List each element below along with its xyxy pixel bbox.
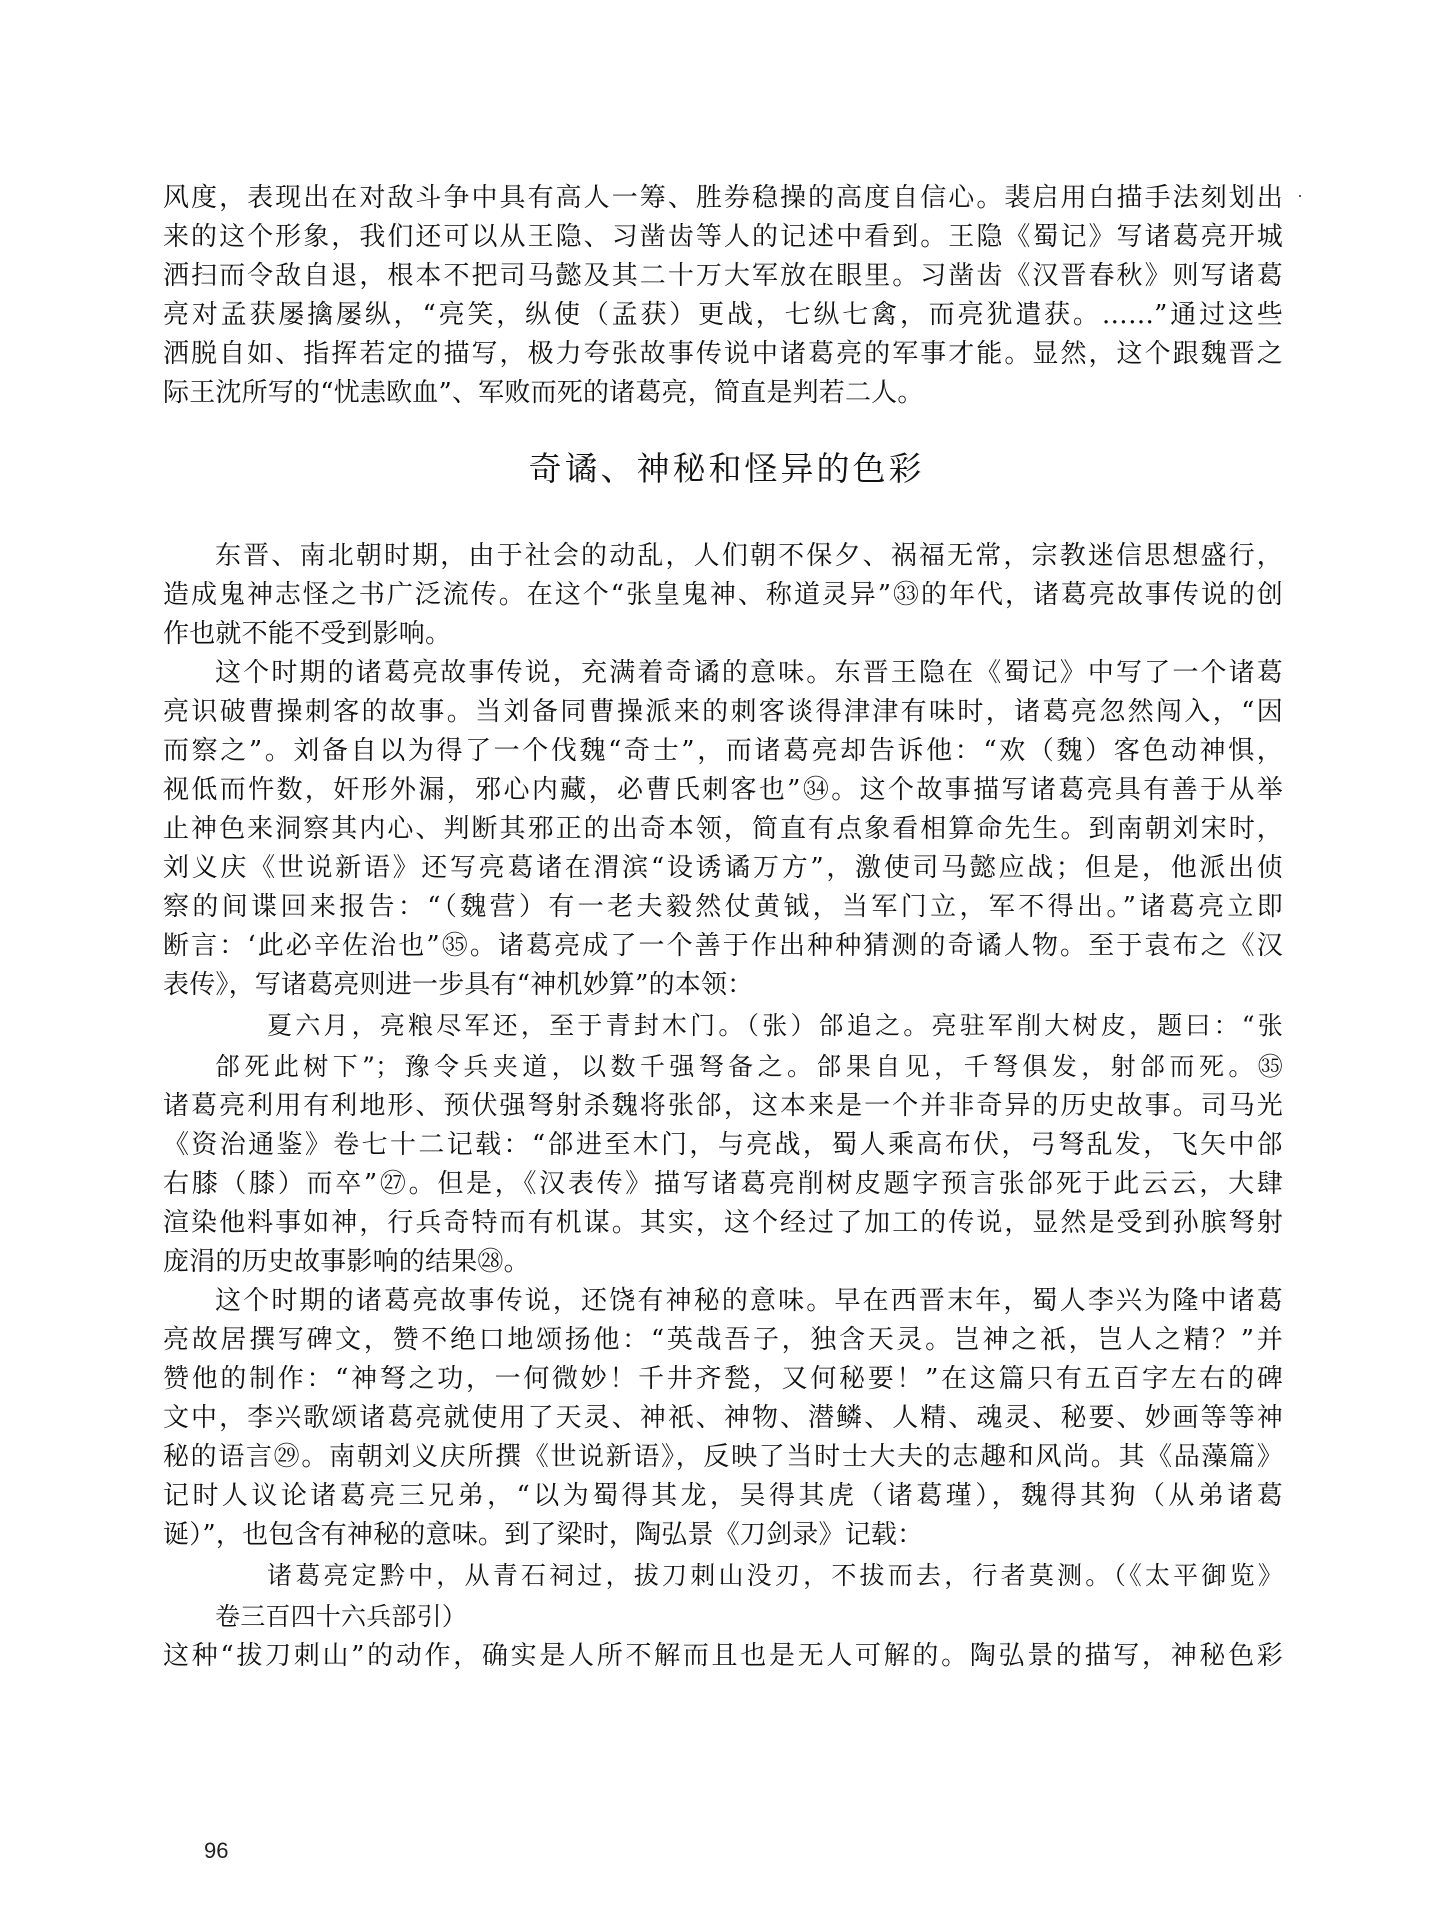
text-line: 亮对孟获屡擒屡纵，“亮笑，纵使（孟获）更战，七纵七禽，而亮犹遣获。……”通过这些	[163, 300, 1283, 330]
text-line: 风度，表现出在对敌斗争中具有高人一筹、胜券稳操的高度自信心。裴启用白描手法刻划出	[163, 183, 1283, 213]
body-text	[163, 537, 1283, 1676]
text-line: 这个时期的诸葛亮故事传说，还饶有神秘的意味。早在西晋末年，蜀人李兴为隆中诸葛	[215, 1286, 1283, 1316]
text-line: 察的间谍回来报告：“（魏营）有一老夫毅然仗黄钺，当军门立，军不得出。”诸葛亮立即	[163, 892, 1283, 922]
text-line: 而察之”。刘备自以为得了一个伐魏“奇士”，而诸葛亮却告诉他：“欢（魏）客色动神惧，	[163, 736, 1283, 766]
text-line: 止神色来洞察其内心、判断其邪正的出奇本领，简直有点象看相算命先生。到南朝刘宋时，	[163, 814, 1283, 844]
text-line: 东晋、南北朝时期，由于社会的动乱，人们朝不保夕、祸福无常，宗教迷信思想盛行，	[215, 541, 1283, 571]
quote-line: 夏六月，亮粮尽军还，至于青封木门。（张）郃追之。亮驻军削大树皮，题曰：“张	[267, 1011, 1283, 1040]
page-number: 96	[204, 1838, 229, 1863]
text-line: 诞）”，也包含有神秘的意味。到了梁时，陶弘景《刀剑录》记载：	[163, 1520, 924, 1550]
text-line: 这种“拔刀刺山”的动作，确实是人所不解而且也是无人可解的。陶弘景的描写，神秘色彩	[163, 1641, 1283, 1671]
text-line: 表传》，写诸葛亮则进一步具有“神机妙算”的本领：	[163, 970, 754, 1000]
text-line: 际王沈所写的“忧恚欧血”、军败而死的诸葛亮，简直是判若二人。	[163, 378, 924, 408]
text-line: 造成鬼神志怪之书广泛流传。在这个“张皇鬼神、称道灵异”㉝的年代，诸葛亮故事传说的创	[163, 580, 1283, 610]
text-line: 《资治通鉴》卷七十二记载：“郃进至木门，与亮战，蜀人乘高布伏，弓弩乱发，飞矢中郃	[163, 1130, 1283, 1160]
text-line: 诸葛亮利用有利地形、预伏强弩射杀魏将张郃，这本来是一个并非奇异的历史故事。司马光	[163, 1091, 1283, 1121]
section-heading: 奇谲、神秘和怪异的色彩	[528, 449, 925, 488]
text-line: 作也就不能不受到影响。	[163, 619, 452, 649]
text-line: 渲染他料事如神，行兵奇特而有机谋。其实，这个经过了加工的传说，显然是受到孙膑弩射	[163, 1208, 1283, 1238]
text-line: 记时人议论诸葛亮三兄弟，“以为蜀得其龙，吴得其虎（诸葛瑾），魏得其狗（从弟诸葛	[163, 1481, 1283, 1511]
text-line: 亮故居撰写碑文，赞不绝口地颂扬他：“英哉吾子，独含天灵。岂神之祇，岂人之精？”并	[163, 1325, 1283, 1355]
scan-speck	[1299, 195, 1301, 197]
text-line: 右膝（膝）而卒”㉗。但是，《汉表传》描写诸葛亮削树皮题字预言张郃死于此云云，大肆	[163, 1169, 1283, 1199]
text-line: 刘义庆《世说新语》还写亮葛诸在渭滨“设诱谲万方”，激使司马懿应战；但是，他派出侦	[163, 853, 1283, 883]
intro-paragraph	[163, 179, 1283, 413]
quote-line: 诸葛亮定黔中，从青石祠过，拔刀刺山没刃，不拔而去，行者莫测。（《太平御览》	[267, 1561, 1283, 1590]
text-line: 秘的语言㉙。南朝刘义庆所撰《世说新语》，反映了当时士大夫的志趣和风尚。其《品藻篇》	[163, 1442, 1283, 1472]
quote-line: 郃死此树下”；豫令兵夹道，以数千强弩备之。郃果自见，千弩俱发，射郃而死。㉟	[215, 1052, 1283, 1081]
text-line: 庞涓的历史故事影响的结果㉘。	[163, 1247, 530, 1277]
text-line: 洒扫而令敌自退，根本不把司马懿及其二十万大军放在眼里。习凿齿《汉晋春秋》则写诸葛	[163, 261, 1283, 291]
text-line: 断言：‘此必辛佐治也”㉟。诸葛亮成了一个善于作出种种猜测的奇谲人物。至于袁布之《汉	[163, 931, 1283, 961]
text-line: 这个时期的诸葛亮故事传说，充满着奇谲的意味。东晋王隐在《蜀记》中写了一个诸葛	[215, 658, 1283, 688]
text-line: 来的这个形象，我们还可以从王隐、习凿齿等人的记述中看到。王隐《蜀记》写诸葛亮开城	[163, 222, 1283, 252]
text-line: 洒脱自如、指挥若定的描写，极力夸张故事传说中诸葛亮的军事才能。显然，这个跟魏晋之	[163, 339, 1283, 369]
quote-line: 卷三百四十六兵部引）	[215, 1602, 468, 1631]
text-line: 视低而忤数，奸形外漏，邪心内藏，必曹氏刺客也”㉞。这个故事描写诸葛亮具有善于从举	[163, 775, 1283, 805]
text-line: 亮识破曹操刺客的故事。当刘备同曹操派来的刺客谈得津津有味时，诸葛亮忽然闯入，“因	[163, 697, 1283, 727]
text-line: 文中，李兴歌颂诸葛亮就使用了天灵、神祇、神物、潜鳞、人精、魂灵、秘要、妙画等等神	[163, 1403, 1283, 1433]
text-line: 赞他的制作：“神弩之功，一何微妙！千井齐甃，又何秘要！”在这篇只有五百字左右的碑	[163, 1364, 1283, 1394]
